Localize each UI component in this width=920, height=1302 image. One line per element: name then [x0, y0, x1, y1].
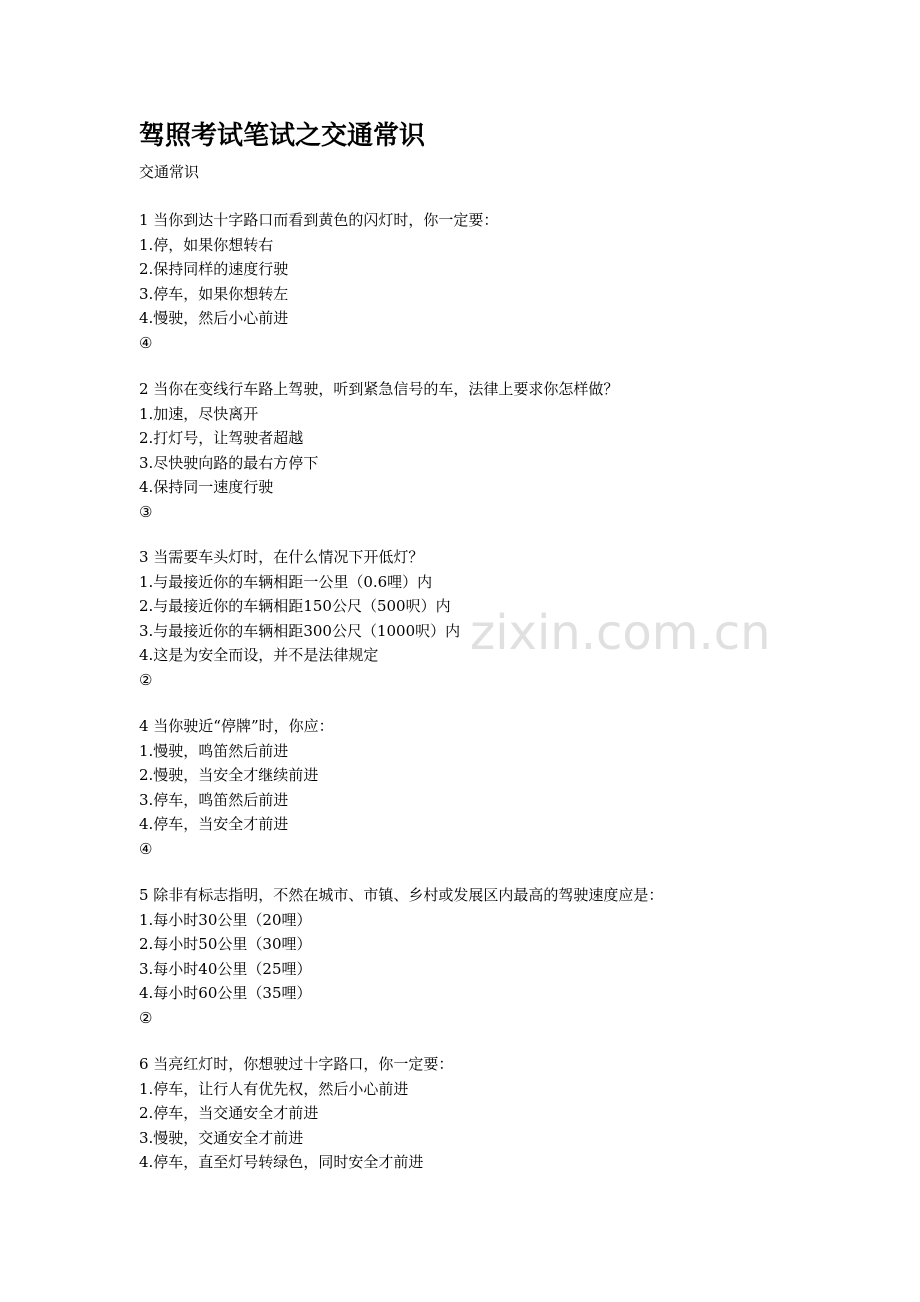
question-2 — [139, 377, 839, 524]
option-2: 2.打灯号，让驾驶者超越 — [139, 429, 304, 447]
question-5 — [139, 883, 839, 1030]
option-3: 3.每小时40公里（25哩） — [139, 959, 312, 978]
option-1: 1.慢驶，鸣笛然后前进 — [139, 741, 289, 760]
option-3: 3.与最接近你的车辆相距300公尺（1000呎）内 — [139, 621, 461, 640]
option-4: 4.保持同一速度行驶 — [139, 478, 274, 496]
option-4: 4.停车，当安全才前进 — [139, 815, 289, 833]
option-2: 2.慢驶，当安全才继续前进 — [139, 766, 319, 784]
option-4: 4.停车，直至灯号转绿色，同时安全才前进 — [139, 1153, 424, 1171]
option-1: 1.停，如果你想转右 — [139, 235, 274, 254]
option-4: 4.每小时60公里（35哩） — [139, 984, 312, 1002]
page-title: 驾照考试笔试之交通常识 — [139, 121, 426, 151]
question-stem: 1 当你到达十字路口而看到黄色的闪灯时，你一定要： — [139, 211, 499, 229]
option-2: 2.停车，当交通安全才前进 — [139, 1104, 319, 1122]
question-6 — [139, 1052, 839, 1175]
watermark-text: zixin.com.cn — [470, 605, 771, 661]
question-stem: 3 当需要车头灯时，在什么情况下开低灯？ — [139, 548, 424, 566]
question-stem: 6 当亮红灯时，你想驶过十字路口，你一定要： — [139, 1055, 454, 1073]
option-4: 4.这是为安全而设，并不是法律规定 — [139, 646, 379, 664]
option-2: 2.与最接近你的车辆相距150公尺（500呎）内 — [139, 597, 451, 615]
option-3: 3.慢驶，交通安全才前进 — [139, 1128, 304, 1147]
option-2: 2.保持同样的速度行驶 — [139, 260, 289, 278]
answer-mark: ③ — [139, 502, 153, 521]
answer-mark: ② — [139, 1008, 153, 1027]
question-stem: 5 除非有标志指明，不然在城市、市镇、乡村或发展区内最高的驾驶速度应是： — [139, 886, 664, 904]
question-4 — [139, 714, 839, 861]
question-stem: 2 当你在变线行车路上驾驶，听到紧急信号的车，法律上要求你怎样做？ — [139, 380, 619, 398]
option-3: 3.停车，鸣笛然后前进 — [139, 790, 289, 809]
question-1 — [139, 208, 839, 355]
option-1: 1.加速，尽快离开 — [139, 404, 259, 423]
answer-mark: ④ — [139, 333, 153, 352]
option-1: 1.与最接近你的车辆相距一公里（0.6哩）内 — [139, 572, 433, 591]
option-4: 4.慢驶，然后小心前进 — [139, 309, 289, 327]
option-1: 1.停车，让行人有优先权，然后小心前进 — [139, 1079, 409, 1098]
question-3 — [139, 545, 839, 692]
option-3: 3.停车，如果你想转左 — [139, 284, 289, 303]
option-3: 3.尽快驶向路的最右方停下 — [139, 453, 319, 472]
answer-mark: ④ — [139, 839, 153, 858]
question-stem: 4 当你驶近“停牌”时，你应： — [139, 717, 334, 735]
option-2: 2.每小时50公里（30哩） — [139, 935, 312, 953]
option-1: 1.每小时30公里（20哩） — [139, 910, 312, 929]
page-subtitle: 交通常识 — [139, 163, 200, 181]
answer-mark: ② — [139, 670, 153, 689]
